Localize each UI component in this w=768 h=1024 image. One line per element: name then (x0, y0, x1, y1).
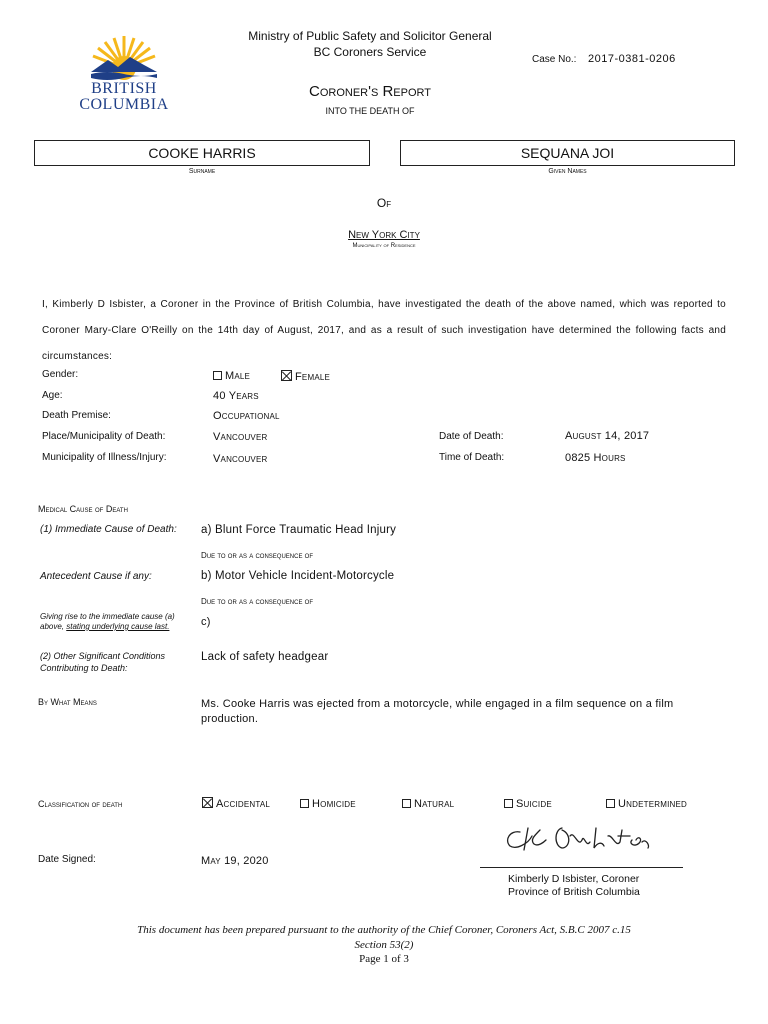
date-signed-value: May 19, 2020 (201, 855, 269, 867)
signature-line (480, 867, 683, 868)
homicide-checkbox[interactable] (300, 799, 309, 808)
illness-municipality-value: Vancouver (213, 453, 268, 465)
logo-line-1: BRITISH (91, 80, 157, 97)
giving-rise-label-2 (40, 622, 169, 631)
giving-rise-above: above, (40, 622, 67, 631)
classification-suicide (504, 798, 552, 810)
place-of-death-value: Vancouver (213, 431, 268, 443)
given-names-field: SEQUANA JOI (400, 140, 735, 166)
municipality-label: Municipality of Residence (352, 243, 416, 249)
age-value: 40 Years (213, 390, 259, 402)
age-label: Age: (42, 390, 63, 401)
immediate-cause-label: (1) Immediate Cause of Death: (40, 524, 177, 535)
coroner-statement: I, Kimberly D Isbister, a Coroner in the Province of British Columbia, have investigated the death of the above named, which was reported to Coroner Mary-Clare O'Reilly on the 14th day of August, 2017, and as a result of such investigation have determined the following facts and circumstances: (42, 299, 726, 362)
female-checkbox[interactable] (281, 370, 292, 381)
surname-label: Surname (188, 168, 216, 175)
date-of-death-value: August 14, 2017 (565, 430, 650, 442)
gender-male (213, 370, 250, 382)
natural-label: Natural (414, 798, 455, 810)
antecedent-cause-value: b) Motor Vehicle Incident-Motorcycle (201, 570, 395, 582)
footer-authority: This document has been prepared pursuant to the authority of the Chief Coroner, Coroners Act, S.B.C 2007 c.15 (137, 924, 631, 936)
of-label: Of (376, 196, 392, 210)
undetermined-label: Undetermined (618, 798, 688, 810)
ministry-name: Ministry of Public Safety and Solicitor General (248, 29, 492, 43)
suicide-checkbox[interactable] (504, 799, 513, 808)
place-of-death-label: Place/Municipality of Death: (42, 431, 166, 442)
service-name: BC Coroners Service (313, 45, 427, 59)
immediate-cause-value: a) Blunt Force Traumatic Head Injury (201, 524, 397, 536)
giving-rise-label-1: Giving rise to the immediate cause (a) (40, 612, 175, 621)
classification-accidental (202, 797, 270, 810)
medical-cause-heading: Medical Cause of Death (38, 504, 128, 514)
death-premise-value: Occupational (213, 410, 280, 422)
gender-female (281, 370, 330, 383)
antecedent-cause-label: Antecedent Cause if any: (40, 571, 152, 582)
illness-municipality-label: Municipality of Illness/Injury: (42, 452, 167, 463)
bc-sun-mountain-icon (74, 32, 174, 84)
accidental-checkbox[interactable] (202, 797, 213, 808)
footer-section: Section 53(2) (354, 939, 414, 951)
signer-name: Kimberly D Isbister, Coroner (508, 873, 640, 885)
given-names-label: Given Names (548, 168, 587, 175)
means-text: Ms. Cooke Harris was ejected from a motorcycle, while engaged in a film sequence on a film production. (201, 698, 674, 725)
bc-logo (74, 32, 174, 116)
means-label: By What Means (38, 697, 97, 707)
date-signed-label: Date Signed: (38, 854, 96, 865)
time-of-death-value: 0825 Hours (565, 452, 626, 464)
male-label: Male (225, 370, 251, 382)
classification-undetermined (606, 798, 687, 810)
female-label: Female (295, 371, 331, 383)
classification-homicide (300, 798, 356, 810)
case-number: 2017-0381-0206 (588, 53, 676, 65)
due-to-1: Due to or as a consequence of (201, 551, 314, 560)
underlying-cause-value: c) (201, 616, 211, 628)
death-premise-label: Death Premise: (42, 410, 111, 421)
handwritten-signature (500, 820, 660, 856)
gender-label: Gender: (42, 369, 79, 380)
natural-checkbox[interactable] (402, 799, 411, 808)
male-checkbox[interactable] (213, 371, 222, 380)
due-to-2: Due to or as a consequence of (201, 597, 314, 606)
date-of-death-label: Date of Death: (439, 431, 504, 442)
accidental-label: Accidental (216, 798, 271, 810)
homicide-label: Homicide (312, 798, 356, 810)
undetermined-checkbox[interactable] (606, 799, 615, 808)
other-conditions-value: Lack of safety headgear (201, 651, 329, 663)
logo-line-2: COLUMBIA (79, 96, 169, 113)
giving-rise-underlined: stating underlying cause last. (66, 622, 170, 631)
case-number-label: Case No.: (532, 54, 577, 65)
other-conditions-label-2: Contributing to Death: (40, 663, 128, 673)
report-title: Coroner's Report (308, 83, 431, 100)
classification-label: Classification of death (38, 799, 123, 809)
page-number: Page 1 of 3 (359, 953, 409, 965)
signer-province: Province of British Columbia (508, 886, 640, 898)
time-of-death-label: Time of Death: (439, 452, 505, 463)
report-subtitle: INTO THE DEATH OF (325, 106, 415, 116)
suicide-label: Suicide (516, 798, 552, 810)
classification-natural (402, 798, 454, 810)
surname-field: COOKE HARRIS (34, 140, 370, 166)
municipality-of-residence: New York City (348, 229, 420, 241)
other-conditions-label-1: (2) Other Significant Conditions (40, 651, 166, 661)
